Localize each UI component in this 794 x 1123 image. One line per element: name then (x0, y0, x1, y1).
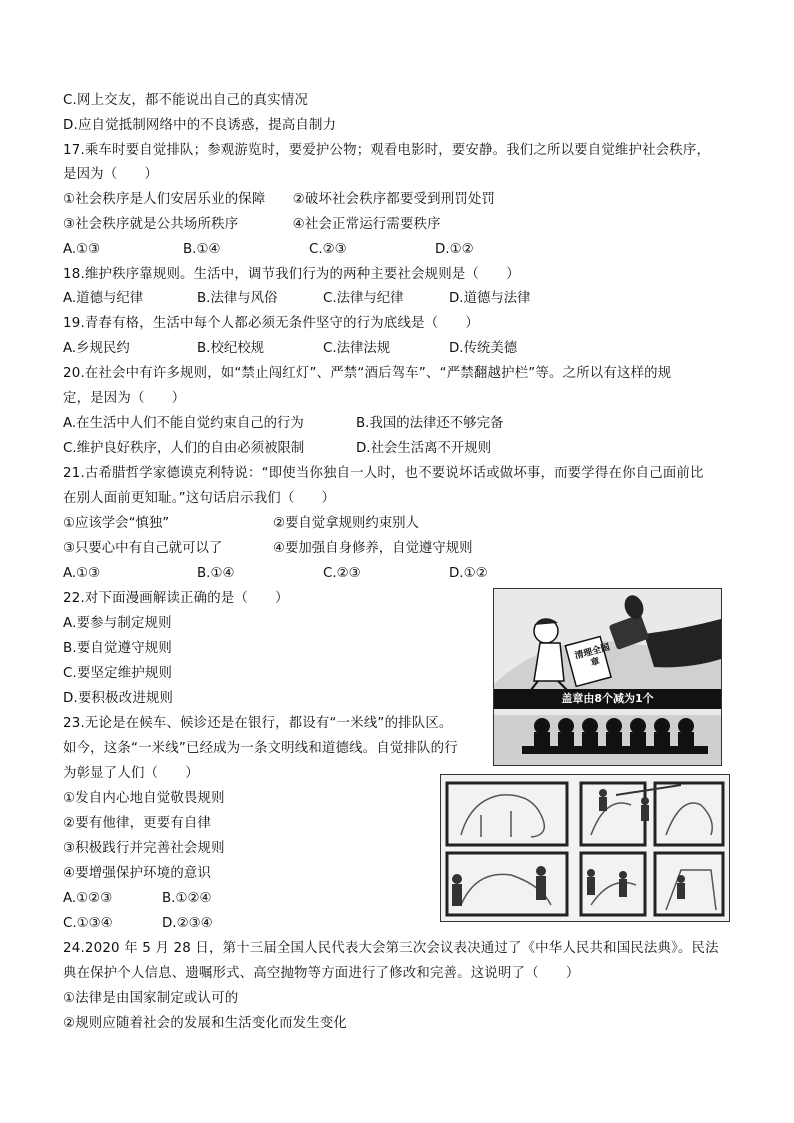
stamp-cartoon-drawing (494, 589, 721, 765)
queue-cartoon-drawing (441, 775, 729, 921)
q21-stem-cont: 在别人面前更知耻。”这句话启示我们（ ） (63, 491, 336, 506)
q17-option-a: A.①③ (63, 242, 101, 257)
q18-option-a: A.道德与纪律 (63, 291, 144, 306)
q22-option-b: B.要自觉遵守规则 (63, 641, 172, 656)
q16-option-c: C.网上交友，都不能说出自己的真实情况 (63, 93, 309, 108)
q19-option-b: B.校纪校规 (197, 341, 265, 356)
q23-option-c: C.①③④ (63, 916, 113, 931)
q17-statements-2: ③社会秩序就是公共场所秩序 ④社会正常运行需要秩序 (63, 217, 441, 232)
q17-option-c: C.②③ (309, 242, 347, 257)
q21-option-a: A.①③ (63, 566, 101, 581)
q18-stem: 18.维护秩序靠规则。生活中，调节我们行为的两种主要社会规则是（ ） (63, 267, 520, 282)
queue-cartoon (440, 774, 730, 922)
q19-option-a: A.乡规民约 (63, 341, 130, 356)
q17-option-d: D.①② (435, 242, 474, 257)
q21-stem: 21.古希腊哲学家德谟克利特说：“即使当你独自一人时，也不要说坏话或做坏事，而要学得在你自己面前比 (63, 466, 704, 481)
q20-stem-cont: 定，是因为（ ） (63, 391, 186, 406)
q23-option-a: A.①②③ (63, 891, 113, 906)
cartoon-caption: 盖章由8个减为1个 (561, 692, 654, 705)
q21-statement-4: ④要加强自身修养，自觉遵守规则 (273, 541, 473, 556)
q21-statement-3: ③只要心中有自己就可以了 (63, 541, 223, 556)
q24-stem: 24.2020 年 5 月 28 日，第十三届全国人民代表大会第三次会议表决通过了《中华人民共和国民法典》。民法 (63, 941, 719, 956)
q23-stem-cont2: 为彰显了人们（ ） (63, 766, 199, 781)
q21-option-b: B.①④ (197, 566, 235, 581)
q23-stem-cont: 如今，这条“一米线”已经成为一条文明线和道德线。自觉排队的行 (63, 741, 458, 756)
q20-option-c: C.维护良好秩序，人们的自由必须被限制 (63, 441, 305, 456)
q19-option-d: D.传统美德 (449, 341, 518, 356)
cartoon-sign-text: 清理全国章 (573, 642, 612, 669)
q24-statement-2: ②规则应随着社会的发展和生活变化而发生变化 (63, 1016, 348, 1031)
q19-option-c: C.法律法规 (323, 341, 391, 356)
q24-stem-cont: 典在保护个人信息、遗嘱形式、高空抛物等方面进行了修改和完善。这说明了（ ） (63, 966, 580, 981)
q20-option-b: B.我国的法律还不够完备 (356, 416, 504, 431)
q22-stem: 22.对下面漫画解读正确的是（ ） (63, 591, 289, 606)
q23-statement-4: ④要增强保护环境的意识 (63, 866, 212, 881)
q21-option-c: C.②③ (323, 566, 361, 581)
q17-stem-cont: 是因为（ ） (63, 167, 159, 182)
q21-option-d: D.①② (449, 566, 488, 581)
q18-option-b: B.法律与风俗 (197, 291, 278, 306)
q17-stem: 17.乘车时要自觉排队；参观游览时，要爱护公物；观看电影时，要安静。我们之所以要自觉维护社会秩序， (63, 143, 711, 158)
q23-stem: 23.无论是在候车、候诊还是在银行，都设有“一米线”的排队区。 (63, 716, 453, 731)
q23-statement-3: ③积极践行并完善社会规则 (63, 841, 225, 856)
q23-option-b: B.①②④ (162, 891, 212, 906)
q18-option-d: D.道德与法律 (449, 291, 531, 306)
q22-option-c: C.要坚定维护规则 (63, 666, 173, 681)
q24-statement-1: ①法律是由国家制定或认可的 (63, 991, 239, 1006)
q23-statement-1: ①发自内心地自觉敬畏规则 (63, 791, 225, 806)
q23-option-d: D.②③④ (162, 916, 213, 931)
q17-option-b: B.①④ (183, 242, 221, 257)
q21-statement-1: ①应该学会“慎独” (63, 516, 170, 531)
q22-option-d: D.要积极改进规则 (63, 691, 174, 706)
q17-statements-1: ①社会秩序是人们安居乐业的保障 ②破坏社会秩序都要受到刑罚处罚 (63, 192, 496, 207)
q20-stem: 20.在社会中有许多规则，如“禁止闯红灯”、严禁“酒后驾车”、“严禁翻越护栏”等。之所以有这样的规 (63, 366, 672, 381)
stamp-cartoon (493, 588, 722, 766)
q21-statement-2: ②要自觉拿规则约束别人 (273, 516, 419, 531)
q20-option-d: D.社会生活离不开规则 (356, 441, 492, 456)
q22-option-a: A.要参与制定规则 (63, 616, 172, 631)
q16-option-d: D.应自觉抵制网络中的不良诱惑，提高自制力 (63, 118, 337, 133)
q23-statement-2: ②要有他律，更要有自律 (63, 816, 212, 831)
q19-stem: 19.青春有格，生活中每个人都必须无条件坚守的行为底线是（ ） (63, 316, 480, 331)
q20-option-a: A.在生活中人们不能自觉约束自己的行为 (63, 416, 304, 431)
q18-option-c: C.法律与纪律 (323, 291, 404, 306)
